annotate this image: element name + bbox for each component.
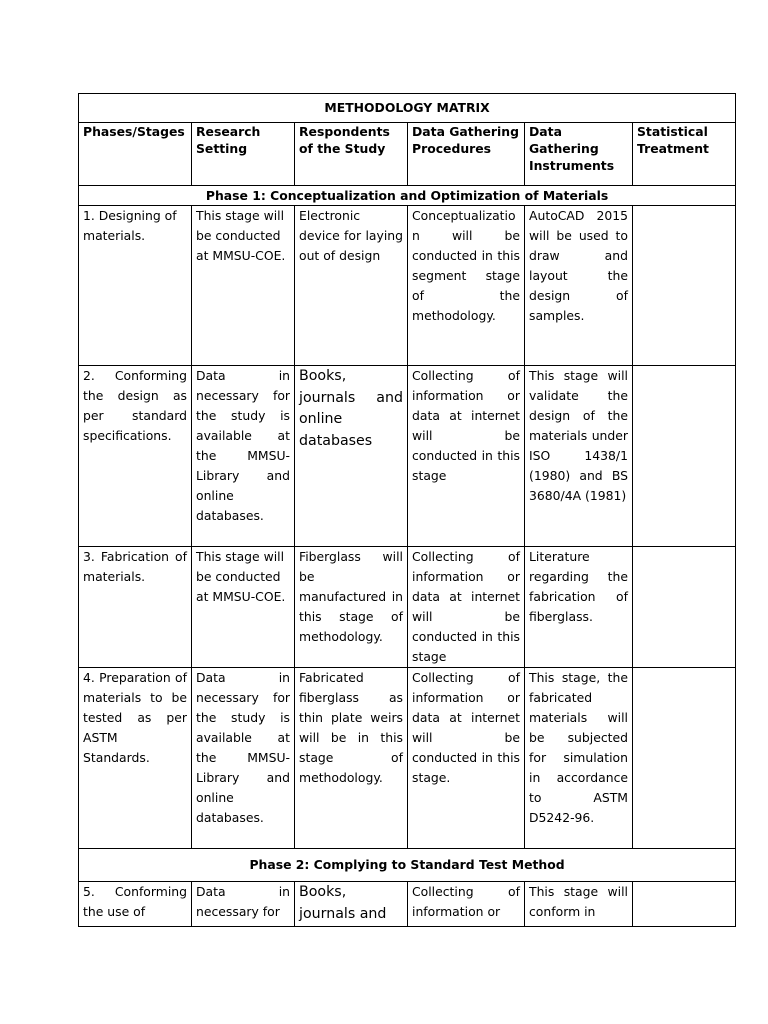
setting-cell: This stage will be conducted at MMSU-COE. [192,547,295,668]
treatment-cell [633,547,736,668]
setting-cell: This stage will be conducted at MMSU-COE. [192,206,295,366]
methodology-matrix-table [78,93,736,927]
header-data-gathering-procedures: Data Gathering Procedures [408,123,525,186]
header-phases-stages: Phases/Stages [79,123,192,186]
table-row [79,882,736,927]
stage-cell: 5. Conforming the use of [79,882,192,927]
table-row [79,366,736,547]
instruments-cell: This stage will validate the design of the materials under ISO 1438/1 (1980) and BS 3680/4A (1981) [525,366,633,547]
instruments-cell: This stage will conform in [525,882,633,927]
setting-cell: Data in necessary for the study is available at the MMSU-Library and online databases. [192,668,295,849]
table-row [79,547,736,668]
table-row [79,206,736,366]
procedures-cell: Collecting of information or data at internet will be conducted in this stage [408,547,525,668]
setting-cell: Data in necessary for the study is available at the MMSU-Library and online databases. [192,366,295,547]
phase-2-row [79,849,736,882]
header-data-gathering-instruments: Data Gathering Instruments [525,123,633,186]
respondents-cell: Books, journals and [295,882,408,927]
table-row [79,668,736,849]
stage-cell: 2. Conforming the design as per standard specifications. [79,366,192,547]
header-row [79,123,736,186]
header-research-setting: Research Setting [192,123,295,186]
instruments-cell: AutoCAD 2015 will be used to draw and layout the design of samples. [525,206,633,366]
phase-2-heading: Phase 2: Complying to Standard Test Method [79,849,736,882]
respondents-cell: Electronic device for laying out of design [295,206,408,366]
header-statistical-treatment: Statistical Treatment [633,123,736,186]
stage-cell: 3. Fabrication of materials. [79,547,192,668]
phase-1-heading: Phase 1: Conceptualization and Optimization of Materials [79,186,736,206]
procedures-cell: Collecting of information or data at internet will be conducted in this stage. [408,668,525,849]
header-respondents: Respondents of the Study [295,123,408,186]
setting-cell: Data in necessary for [192,882,295,927]
instruments-cell: Literature regarding the fabrication of fiberglass. [525,547,633,668]
respondents-cell: Books, journals and online databases [295,366,408,547]
procedures-cell: Collecting of information or data at internet will be conducted in this stage [408,366,525,547]
respondents-cell: Fiberglass will be manufactured in this stage of methodology. [295,547,408,668]
procedures-cell: Conceptualization will be conducted in this segment stage of the methodology. [408,206,525,366]
stage-cell: 1. Designing of materials. [79,206,192,366]
treatment-cell [633,366,736,547]
respondents-cell: Fabricated fiberglass as thin plate weirs will be in this stage of methodology. [295,668,408,849]
procedures-cell: Collecting of information or [408,882,525,927]
treatment-cell [633,668,736,849]
instruments-cell: This stage, the fabricated materials will be subjected for simulation in accordance to ASTM D5242-96. [525,668,633,849]
phase-1-row [79,186,736,206]
treatment-cell [633,206,736,366]
treatment-cell [633,882,736,927]
matrix-title: METHODOLOGY MATRIX [79,94,736,123]
stage-cell: 4. Preparation of materials to be tested as per ASTM Standards. [79,668,192,849]
title-row [79,94,736,123]
